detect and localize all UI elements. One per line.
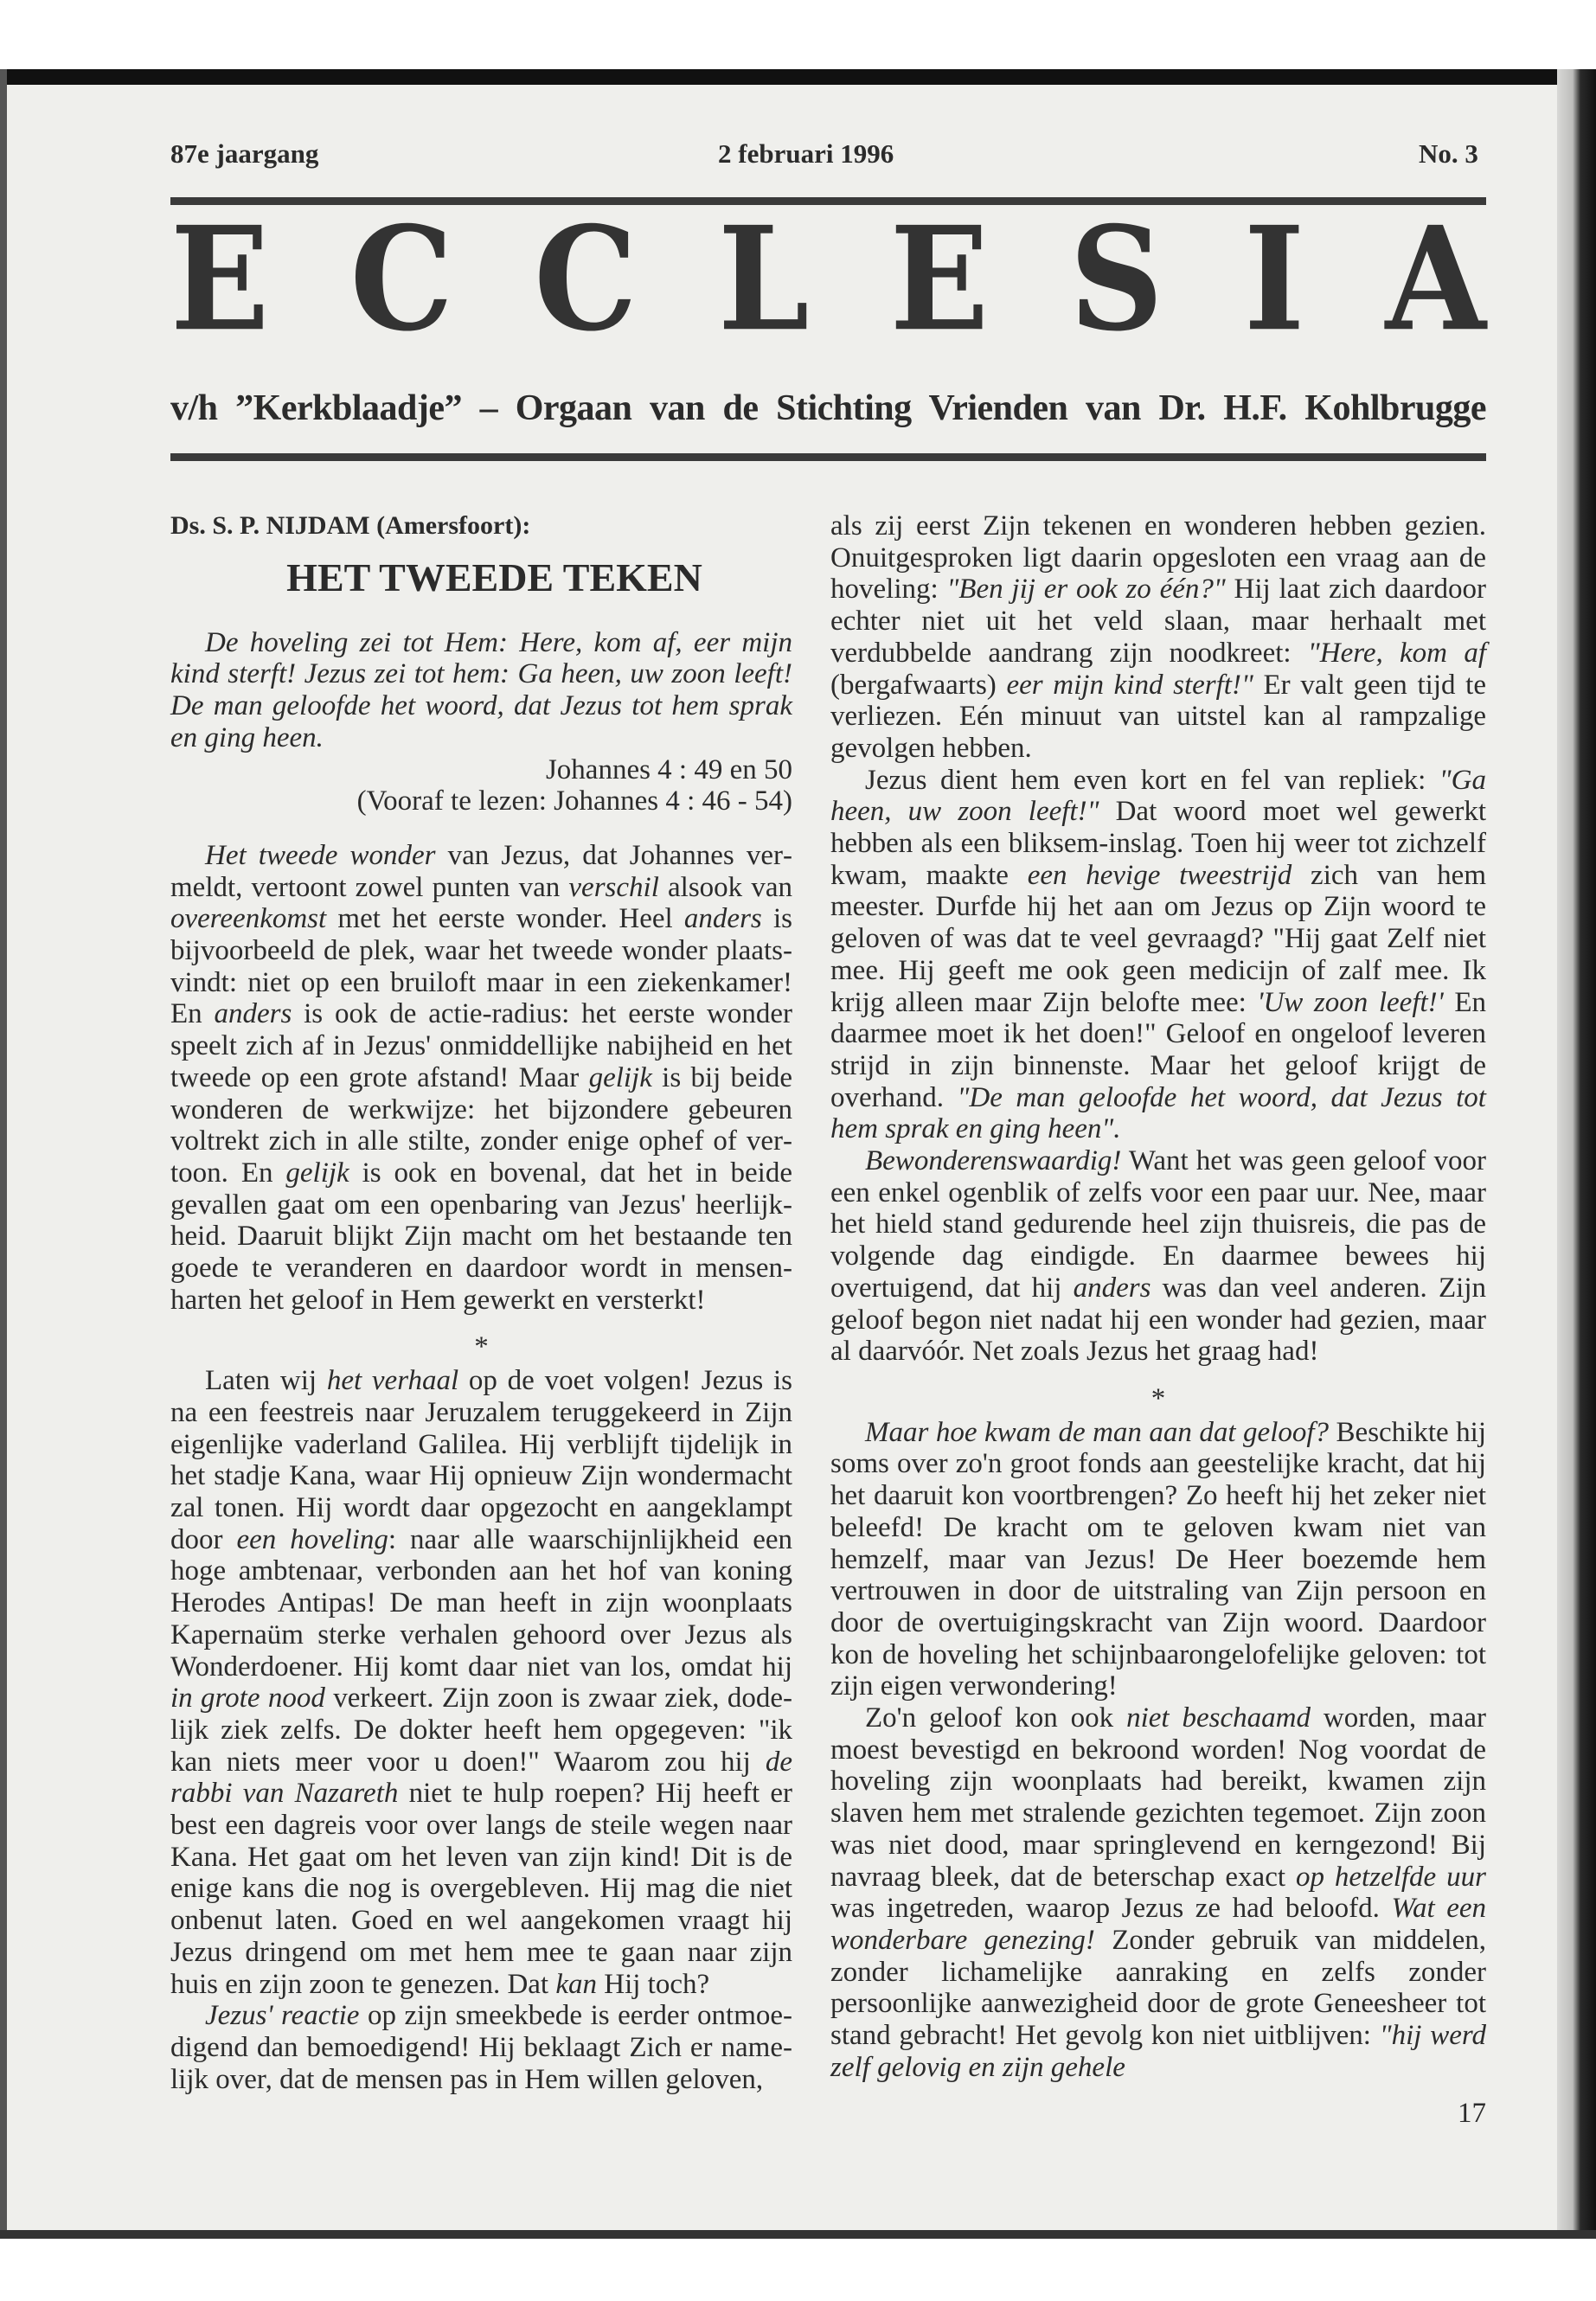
italic-text-run: Bewonderenswaardig! bbox=[865, 1145, 1122, 1177]
masthead-title bbox=[170, 195, 1486, 363]
italic-text-run: De hoveling zei tot Hem: Here, kom af, eer mijn kind sterft! Jezus zei tot hem: Ga heen, uw zoon leeft! De man geloofde het woord, dat Jezus tot hem sprak en ging heen. bbox=[170, 626, 792, 753]
paragraph bbox=[830, 1417, 1486, 1702]
right-column bbox=[830, 510, 1486, 2083]
text-run: zich van hem meester. Durfde hij het aan om Jezus op Zijn woord te geloven of was dat te veel gevraagd? "Hij gaat Zelf niet mee. Hij geeft me ook geen medicijn of zalf mee. Ik krijg alleen maar Zijn belofte mee: bbox=[830, 859, 1486, 1018]
italic-text-run: "hij werd zelf gelovig en zijn gehele bbox=[830, 2020, 1486, 2083]
article-title: HET TWEEDE TEKEN bbox=[286, 554, 702, 599]
italic-text-run: niet beschaamd bbox=[1126, 1702, 1311, 1734]
text-run: van Jezus, dat Johannes vermeldt, vertoont zowel punten van bbox=[170, 839, 792, 903]
text-run: worden, maar moest bevestigd en bekroond worden! Nog voordat de hoveling zijn woonplaats had bereikt, kwamen zijn slaven hem met stralende gezichten tegemoet. Zijn zoon was niet dood, maar springlevend en kerngezond! Bij navraag bleek, dat de beterschap exact bbox=[830, 1702, 1486, 1893]
italic-text-run: verschil bbox=[568, 871, 659, 903]
italic-text-run: gelijk bbox=[588, 1061, 652, 1093]
volume-label: 87e jaargang bbox=[170, 138, 319, 169]
italic-text-run: Wat een wonderbare genezing! bbox=[830, 1893, 1486, 1956]
epigraph-quote bbox=[170, 627, 792, 754]
italic-text-run: overeenkomst bbox=[170, 903, 327, 935]
italic-text-run: een hevige tweestrijd bbox=[1027, 859, 1292, 891]
masthead-letter: C bbox=[349, 195, 454, 363]
masthead-letter: L bbox=[718, 195, 810, 363]
italic-text-run: 'Uw zoon leeft!' bbox=[1257, 986, 1444, 1018]
italic-text-run: Jezus' reactie bbox=[205, 2000, 360, 2032]
text-run: : naar alle waarschijnlijkheid een hoge ambtenaar, verbonden aan het hof van koning Herodes Antipas! De man heeft in zijn woonplaats Kapernaüm sterke verhalen gehoord over Jezus als Wonderdoener. Hij komt daar niet van los, omdat hij bbox=[170, 1523, 792, 1682]
italic-text-run: de rabbi van Nazareth bbox=[170, 1746, 792, 1810]
italic-text-run: "De man geloofde het woord, dat Jezus tot hem sprak en ging heen". bbox=[830, 1081, 1486, 1145]
masthead-letter: I bbox=[1244, 195, 1305, 363]
italic-text-run: "Here, kom af bbox=[1307, 637, 1486, 669]
text-run: was ingetreden, waarop Jezus ze had beloofd. bbox=[830, 1893, 1392, 1925]
text-run: is ook de actie-radius: het eerste wonder speelt zich af in Jezus' onmiddellijke nabijheid en het tweede op een grote afstand! Maar bbox=[170, 998, 792, 1093]
page-number: 17 bbox=[1458, 2098, 1486, 2129]
italic-text-run: op hetzelfde uur bbox=[1295, 1861, 1486, 1893]
text-run: Beschikte hij soms over zo'n groot fonds aan geestelijke kracht, dat hij het daaruit kon voortbrengen? Zo heeft hij het zeker niet beleefd! De kracht om te geloven kwam niet van hemzelf, maar van Jezus! De Heer boezemde hem vertrouwen in door de uitstraling van Zijn persoon en door de overtuigingskracht van Zijn woord. Daardoor kon de hoveling het schijnbaarongelofelijke geloven: tot zijn eigen verwondering! bbox=[830, 1416, 1486, 1702]
italic-text-run: anders bbox=[683, 903, 762, 935]
text-run: Laten wij bbox=[205, 1365, 327, 1397]
masthead-letter: E bbox=[170, 195, 270, 363]
text-run: is ook en bovenal, dat het in beide gevallen gaat om een openbaring van Jezus' heerlijkheid. Daaruit blijkt Zijn macht om het bestaande ten goede te veranderen en daardoor wordt in mensenharten het geloof in Hem gewerkt en versterkt! bbox=[170, 1157, 792, 1316]
section-separator: * bbox=[474, 1331, 489, 1363]
scripture-reference: Johannes 4 : 49 en 50 bbox=[545, 753, 792, 785]
text-run: Dat woord moet wel gewerkt hebben als een bliksem-inslag. Toen hij weer tot zichzelf kwam, maakte bbox=[830, 796, 1486, 891]
text-run: is bijvoorbeeld de plek, waar het tweede wonder plaatsvindt: niet op een bruiloft maar in een ziekenkamer! En bbox=[170, 903, 792, 1030]
paragraph bbox=[170, 840, 792, 1317]
italic-text-run: een hoveling bbox=[236, 1523, 388, 1555]
author-byline: Ds. S. P. NIJDAM (Amersfoort): bbox=[170, 511, 531, 540]
text-run: En daarmee moet ik het doen!" Geloof en ongeloof leveren strijd in zijn binnenste. Maar het geloof krijgt de overhand. bbox=[830, 986, 1486, 1113]
italic-text-run: in grote nood bbox=[170, 1682, 325, 1715]
scan-top-edge bbox=[0, 69, 1596, 85]
italic-text-run: Het tweede wonder bbox=[205, 839, 436, 871]
masthead-letter: C bbox=[534, 195, 638, 363]
text-run: Zo'n geloof kon ook bbox=[865, 1702, 1127, 1734]
italic-text-run: kan bbox=[555, 1968, 597, 2000]
masthead-letter: E bbox=[889, 195, 990, 363]
text-run: met het eerste wonder. Heel bbox=[326, 903, 684, 935]
text-run: Er valt geen tijd te verliezen. Eén minuut van uitstel kan al rampzalige gevolgen hebben. bbox=[830, 669, 1486, 764]
text-run: Want het was geen geloof voor een enkel ogenblik of zelfs voor een paar uur. Nee, maar het hield stand gedurende heel zijn thuisreis, die pas de volgende dag eindigde. En daarmee bewees hij overtuigend, dat hij bbox=[830, 1145, 1486, 1304]
text-run: is bij beide wonderen de werkwijze: het bijzondere gebeuren voltrekt zich in alle stilte, zonder enige ophef of vertoon. En bbox=[170, 1061, 793, 1189]
text-run: niet te hulp roepen? Hij heeft er best een dagreis voor over langs de steile wegen naar Kana. Het gaat om het leven van zijn kind! Dit is de enige kans die nog is overgebleven. Hij mag die niet onbenut laten. Goed en wel aangekomen vraagt hij Jezus dringend om met hem mee te gaan naar zijn huis en zijn zoon te genezen. Dat bbox=[170, 1778, 792, 2000]
italic-text-run: eer mijn kind sterft!" bbox=[1006, 669, 1253, 701]
text-run: Zonder gebruik van middelen, zonder lichamelijke aanraking en zelfs zonder persoonlijke aanwezigheid door de grote Geneesheer tot stand gebracht! Het gevolg kon niet uitblijven: bbox=[830, 1924, 1486, 2052]
paragraph bbox=[830, 1702, 1486, 2083]
masthead-subtitle: v/h ”Kerkblaadje” – Orgaan van de Stichting Vrienden van Dr. H.F. Kohlbrugge bbox=[170, 388, 1486, 428]
paragraph bbox=[170, 2000, 792, 2095]
scan-right-edge bbox=[1557, 69, 1596, 2232]
text-run: op de voet volgen! Jezus is na een feestreis naar Jeruzalem teruggekeerd in Zijn eigenlijke vaderland Galilea. Hij verblijft tijdelijk in het stadje Kana, waar Hij opnieuw Zijn wondermacht zal tonen. Hij wordt daar opgezocht en aangeklampt door bbox=[170, 1365, 792, 1555]
issue-number: No. 3 bbox=[1419, 138, 1478, 169]
text-run: Hij laat zich daardoor echter niet uit het veld slaan, maar herhaalt met verdubbelde aandrang zijn noodkreet: bbox=[830, 574, 1486, 669]
reading-reference: (Vooraf te lezen: Johannes 4 : 46 - 54) bbox=[356, 785, 792, 817]
text-run: alsook van bbox=[658, 871, 792, 903]
text-run: was dan veel anderen. Zijn geloof begon niet nadat hij een wonder had gezien, maar al daarvóór. Net zoals Jezus het graag had! bbox=[830, 1272, 1486, 1368]
scan-bottom-edge bbox=[0, 2230, 1596, 2239]
text-run: verkeert. Zijn zoon is zwaar ziek, dodelijk ziek zelfs. De dokter heeft hem opgegeven: "ik kan niets meer voor u doen!" Waarom zou hij bbox=[170, 1682, 792, 1778]
paragraph bbox=[170, 1365, 792, 2000]
masthead-rule bbox=[170, 453, 1486, 461]
text-run: Hij toch? bbox=[597, 1968, 710, 2000]
italic-text-run: "Ben jij er ook zo één?" bbox=[946, 574, 1226, 606]
paragraph bbox=[830, 765, 1486, 1145]
paragraph bbox=[830, 1145, 1486, 1368]
left-column bbox=[170, 510, 792, 2095]
text-run: op zijn smeekbede is eerder ontmoedigend dan bemoedigend! Hij beklaagt Zich er namelijk over, dat de mensen pas in Hem willen geloven, bbox=[170, 2000, 793, 2095]
italic-text-run: Maar hoe kwam de man aan dat geloof? bbox=[865, 1416, 1330, 1448]
text-run: (bergafwaarts) bbox=[830, 669, 1007, 701]
scan-left-edge bbox=[0, 69, 7, 2232]
paragraph bbox=[830, 510, 1486, 765]
italic-text-run: gelijk bbox=[285, 1157, 349, 1189]
section-separator: * bbox=[1151, 1382, 1166, 1414]
italic-text-run: het verhaal bbox=[326, 1365, 459, 1397]
masthead-letter: A bbox=[1385, 195, 1486, 363]
masthead-letter: S bbox=[1069, 195, 1163, 363]
text-run: als zij eerst Zijn tekenen en wonderen hebben gezien. Onuitgesproken ligt daarin opgesloten een vraag aan de hoveling: bbox=[830, 510, 1486, 606]
text-run: Jezus dient hem even kort en fel van repliek: bbox=[865, 764, 1439, 796]
italic-text-run: "Ga heen, uw zoon leeft!" bbox=[830, 764, 1486, 828]
issue-date: 2 februari 1996 bbox=[718, 138, 894, 169]
italic-text-run: anders bbox=[214, 998, 292, 1030]
italic-text-run: anders bbox=[1073, 1272, 1151, 1304]
